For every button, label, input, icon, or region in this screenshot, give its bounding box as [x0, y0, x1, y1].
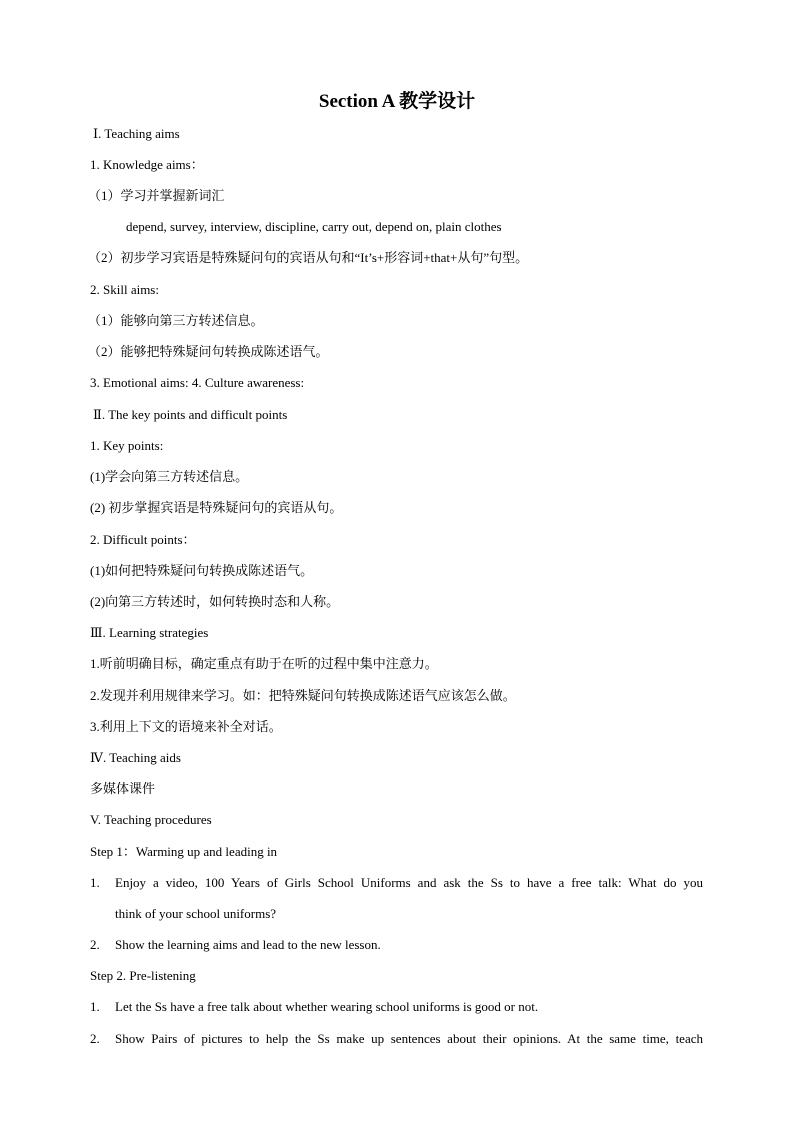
section-heading-teaching-aids: Ⅳ. Teaching aids — [90, 750, 181, 765]
key-point-1: (1)学会向第三方转述信息。 — [90, 469, 249, 484]
list-item-text: Show Pairs of pictures to help the Ss make up sentences about their opinions. At the same time, teach — [115, 1031, 703, 1046]
list-item-number: 1. — [90, 875, 100, 890]
skill-aim-2: （2）能够把特殊疑问句转换成陈述语气。 — [88, 344, 329, 359]
strategy-1: 1.听前明确目标，确定重点有助于在听的过程中集中注意力。 — [90, 656, 438, 671]
difficult-points-heading: 2. Difficult points： — [90, 532, 196, 547]
list-item-number: 2. — [90, 937, 100, 952]
section-heading-key-points: Ⅱ. The key points and difficult points — [93, 407, 288, 422]
step-1-heading: Step 1：Warming up and leading in — [90, 844, 278, 859]
section-heading-teaching-procedures: V. Teaching procedures — [90, 812, 212, 827]
key-points-heading: 1. Key points: — [90, 438, 164, 453]
knowledge-aim-1: （1）学习并掌握新词汇 — [88, 188, 225, 203]
section-heading-teaching-aims: Ⅰ. Teaching aims — [93, 126, 180, 141]
list-item-text: Show the learning aims and lead to the new lesson. — [115, 937, 381, 952]
page-title: Section A 教学设计 — [318, 91, 476, 112]
list-item-text: Let the Ss have a free talk about whether wearing school uniforms is good or not. — [115, 999, 539, 1014]
skill-aims-heading: 2. Skill aims: — [90, 282, 159, 297]
skill-aim-1: （1）能够向第三方转述信息。 — [88, 313, 264, 328]
section-heading-learning-strategies: Ⅲ. Learning strategies — [90, 625, 209, 640]
emotional-aims-heading: 3. Emotional aims: 4. Culture awareness: — [90, 375, 305, 390]
knowledge-aim-2: （2）初步学习宾语是特殊疑问句的宾语从句和“It’s+形容词+that+从句”句型。 — [88, 250, 529, 265]
strategy-3: 3.利用上下文的语境来补全对话。 — [90, 719, 282, 734]
list-item-number: 1. — [90, 999, 100, 1014]
step-2-heading: Step 2. Pre-listening — [90, 968, 196, 983]
teaching-aids-text: 多媒体课件 — [90, 781, 156, 796]
strategy-2: 2.发现并利用规律来学习。如：把特殊疑问句转换成陈述语气应该怎么做。 — [90, 688, 516, 703]
vocabulary-list: depend, survey, interview, discipline, carry out, depend on, plain clothes — [126, 219, 502, 234]
difficult-point-1: (1)如何把特殊疑问句转换成陈述语气。 — [90, 563, 314, 578]
list-item-text: Enjoy a video, 100 Years of Girls School Uniforms and ask the Ss to have a free talk: What do you — [115, 875, 703, 890]
knowledge-aims-heading: 1. Knowledge aims： — [90, 157, 204, 172]
list-item-number: 2. — [90, 1031, 100, 1046]
difficult-point-2: (2)向第三方转述时，如何转换时态和人称。 — [90, 594, 340, 609]
list-item-text-continued: think of your school uniforms? — [115, 906, 277, 921]
key-point-2: (2) 初步掌握宾语是特殊疑问句的宾语从句。 — [90, 500, 343, 515]
